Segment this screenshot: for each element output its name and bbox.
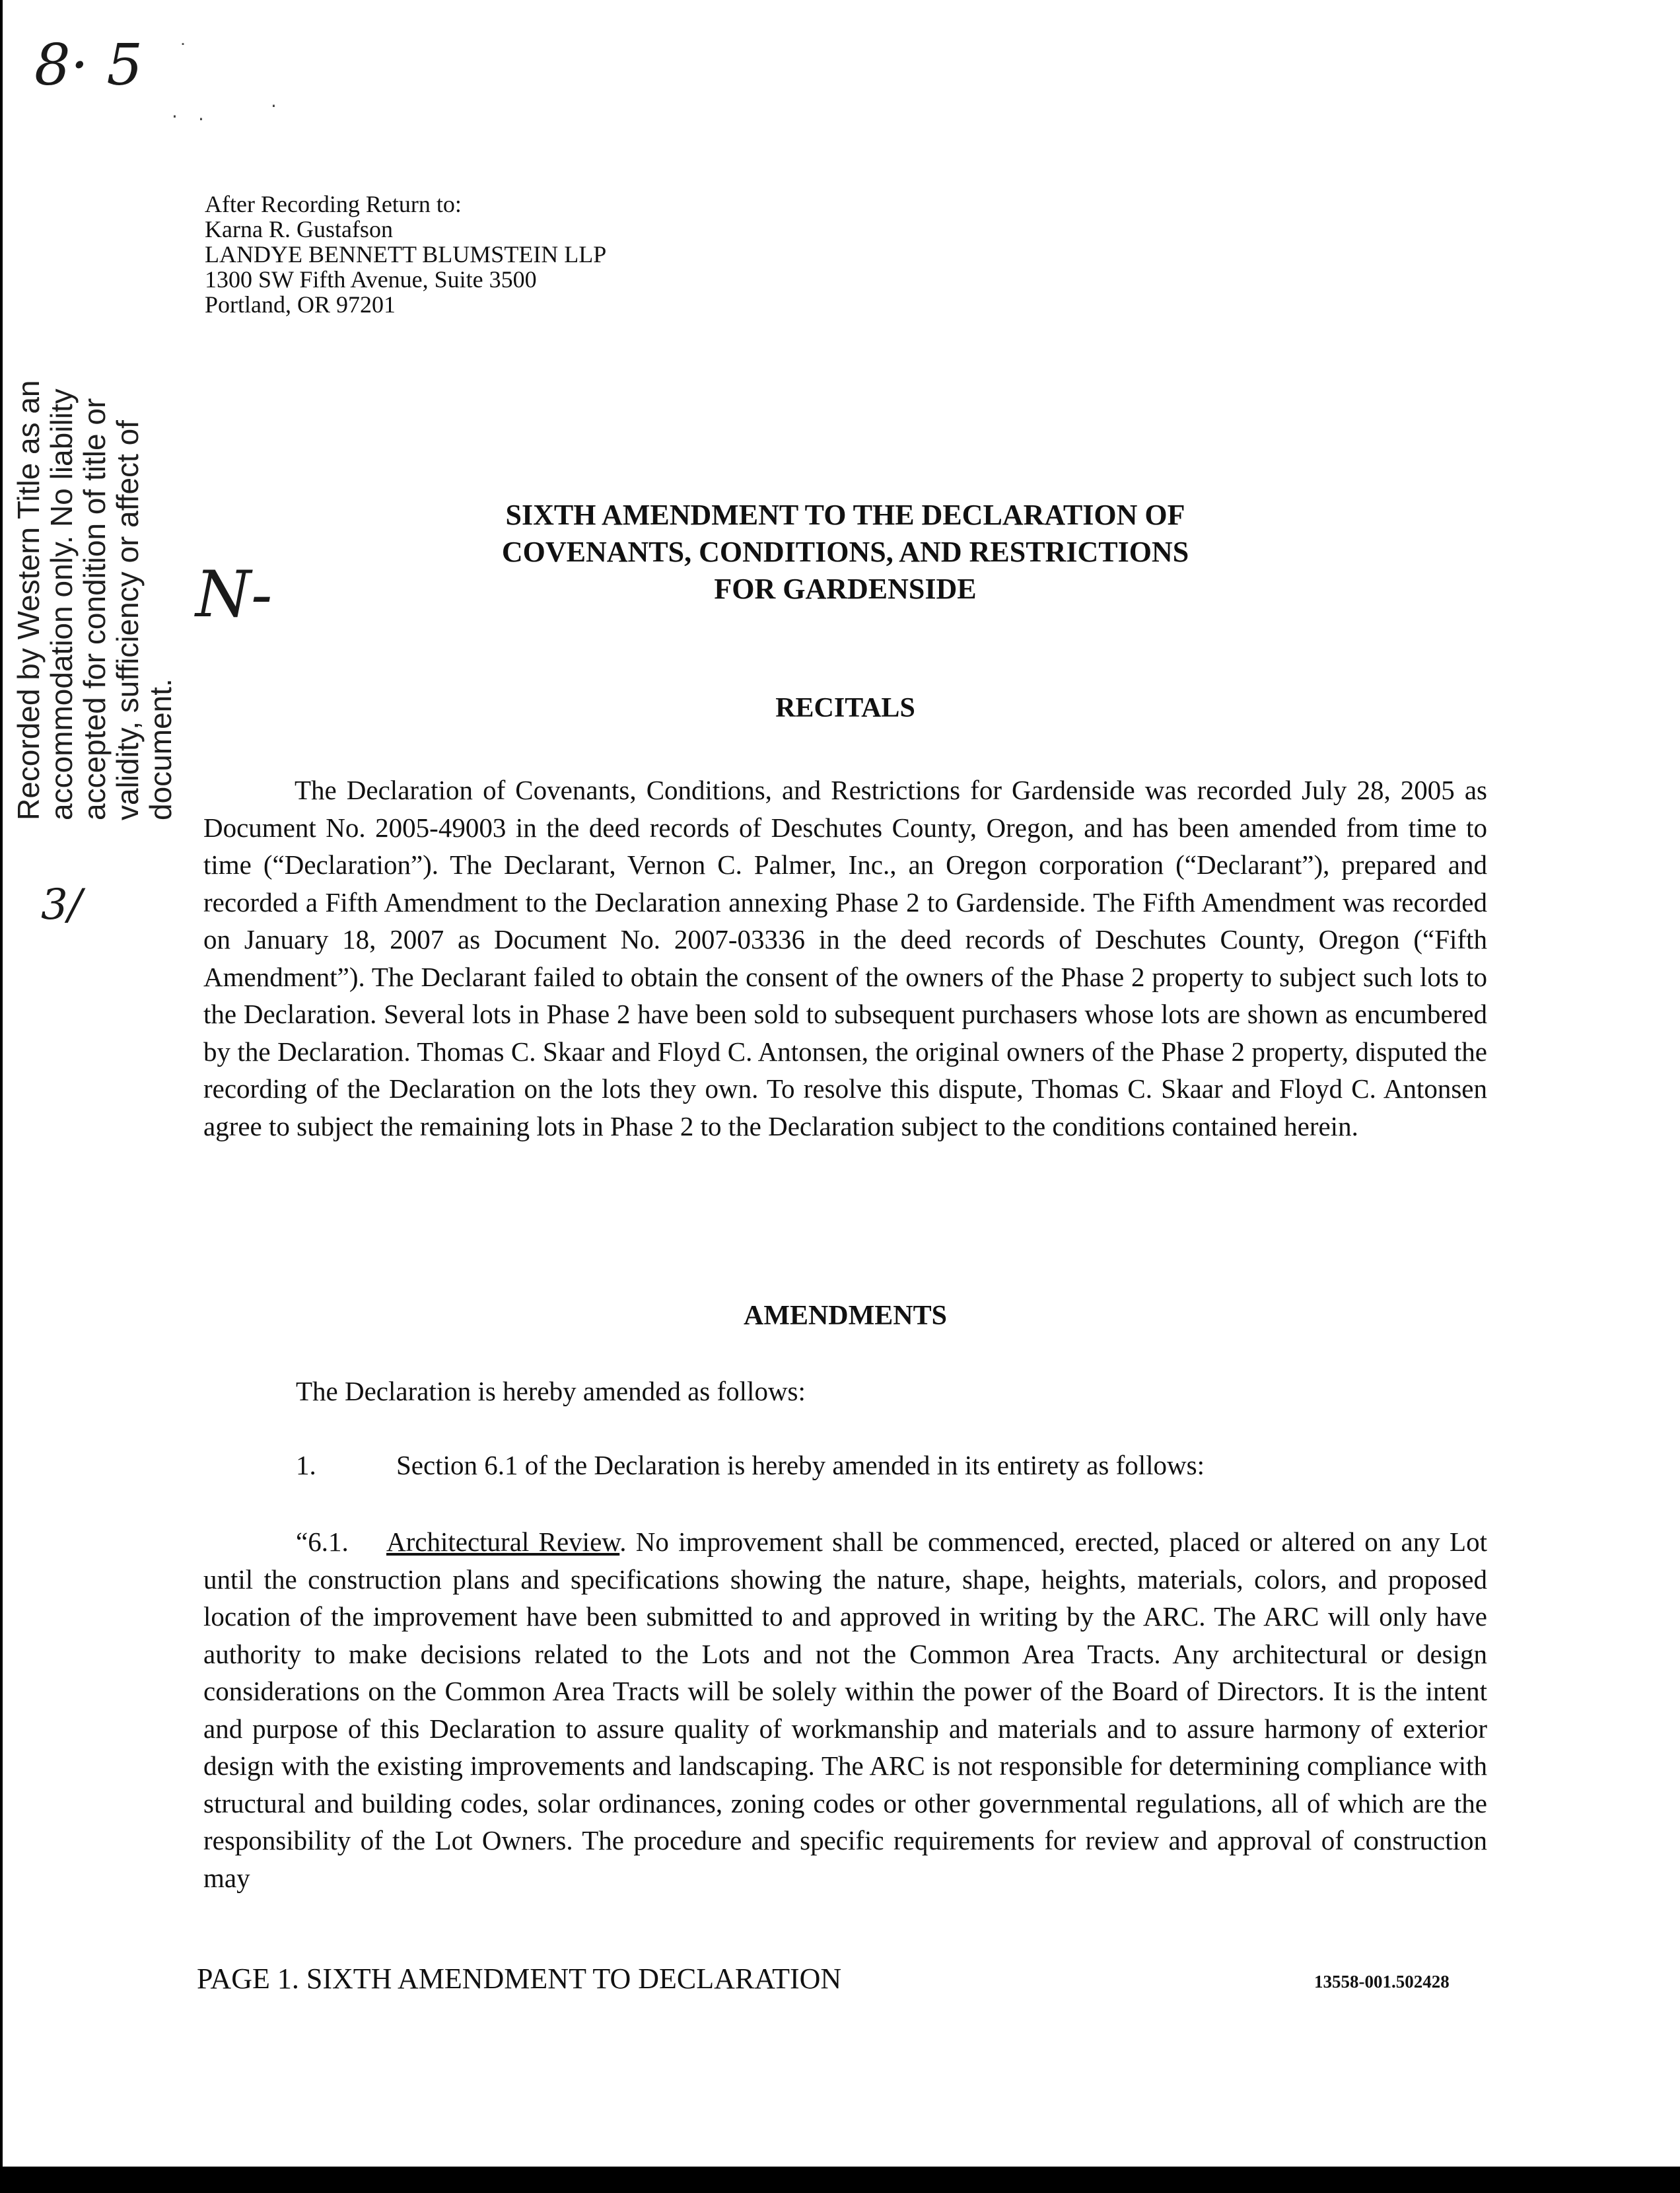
scan-specks: ˙ · · · <box>172 40 277 130</box>
title-line: FOR GARDENSIDE <box>714 573 977 605</box>
recording-stamp <box>12 318 177 820</box>
section-prefix: “6.1. <box>296 1527 349 1557</box>
stamp-line: accepted for condition of title or <box>77 398 112 820</box>
recitals-paragraph: The Declaration of Covenants, Conditions, and Restrictions for Gardenside was recorded July 28, 2005 as Document No. 2005-49003 in the deed records of Deschutes County, Oregon, and has been amended from time to time (“Declaration”). The Declarant, Vernon C. Palmer, Inc., an Oregon corporation (“Declarant”), prepared and recorded a Fifth Amendment to the Declaration annexing Phase 2 to Gardenside. The Fifth Amendment was recorded on January 18, 2007 as Document No. 2007-03336 in the deed records of Deschutes County, Oregon (“Fifth Amendment”). The Declarant failed to obtain the consent of the owners of the Phase 2 property to subject such lots to the Declaration. Several lots in Phase 2 have been sold to subsequent purchasers whose lots are shown as encumbered by the Declaration. Thomas C. Skaar and Floyd C. Antonsen, the original owners of the Phase 2 property, disputed the recording of the Declaration on the lots they own. To resolve this dispute, Thomas C. Skaar and Floyd C. Antonsen agree to subject the remaining lots in Phase 2 to the Declaration subject to the conditions contained herein. <box>203 775 1487 1141</box>
return-address-line: LANDYE BENNETT BLUMSTEIN LLP <box>205 241 607 268</box>
return-address-line: 1300 SW Fifth Avenue, Suite 3500 <box>205 266 537 293</box>
recitals-heading: RECITALS <box>775 693 915 723</box>
return-address-line: Portland, OR 97201 <box>205 291 396 318</box>
stamp-line: validity, sufficiency or affect of <box>110 420 145 820</box>
handwritten-margin-note: 3/ <box>41 881 83 929</box>
title-line: SIXTH AMENDMENT TO THE DECLARATION OF <box>505 499 1185 531</box>
item-number: 1. <box>296 1450 316 1480</box>
title-line: COVENANTS, CONDITIONS, AND RESTRICTIONS <box>501 536 1189 568</box>
document-title <box>370 497 1321 608</box>
page-footer-label: PAGE 1. SIXTH AMENDMENT TO DECLARATION <box>197 1962 842 1995</box>
return-address-line: After Recording Return to: <box>205 191 462 217</box>
handwritten-note: 8· 5 <box>34 32 143 98</box>
amendment-item-1 <box>296 1449 1205 1481</box>
document-code: 13558-001.502428 <box>1314 1972 1450 1992</box>
return-address-line: Karna R. Gustafson <box>205 216 393 242</box>
stamp-line: document. <box>143 678 178 820</box>
return-address-block <box>205 192 606 317</box>
section-title: Architectural Review <box>386 1527 620 1557</box>
scan-left-edge <box>0 0 3 2167</box>
item-text: Section 6.1 of the Declaration is hereby amended in its entirety as follows: <box>396 1450 1205 1480</box>
amendments-heading: AMENDMENTS <box>743 1301 947 1331</box>
section-text: . No improvement shall be commenced, erected, placed or altered on any Lot until the construction plans and specifications showing the nature, shape, heights, materials, colors, and proposed location of the improvement have been submitted to and approved in writing by the ARC. The ARC will only have authority to make decisions related to the Lots and not the Common Area Tracts. Any architectural or design considerations on the Common Area Tracts will be solely within the power of the Board of Directors. It is the intent and purpose of this Declaration to assure quality of workmanship and materials and to assure harmony of exterior design with the existing improvements and landscaping. The ARC is not responsible for determining compliance with structural and building codes, solar ordinances, zoning codes or other governmental regulations, all of which are the responsibility of the Lot Owners. The procedure and specific requirements for review and approval of construction may <box>203 1527 1487 1893</box>
section-6-1-paragraph <box>203 1523 1487 1896</box>
amendments-intro: The Declaration is hereby amended as follows: <box>296 1376 806 1406</box>
handwritten-initials: N- <box>195 557 273 631</box>
stamp-line: Recorded by Western Title as an <box>11 380 46 820</box>
stamp-line: accommodation only. No liability <box>44 388 79 820</box>
scan-bottom-edge <box>0 2167 1680 2193</box>
